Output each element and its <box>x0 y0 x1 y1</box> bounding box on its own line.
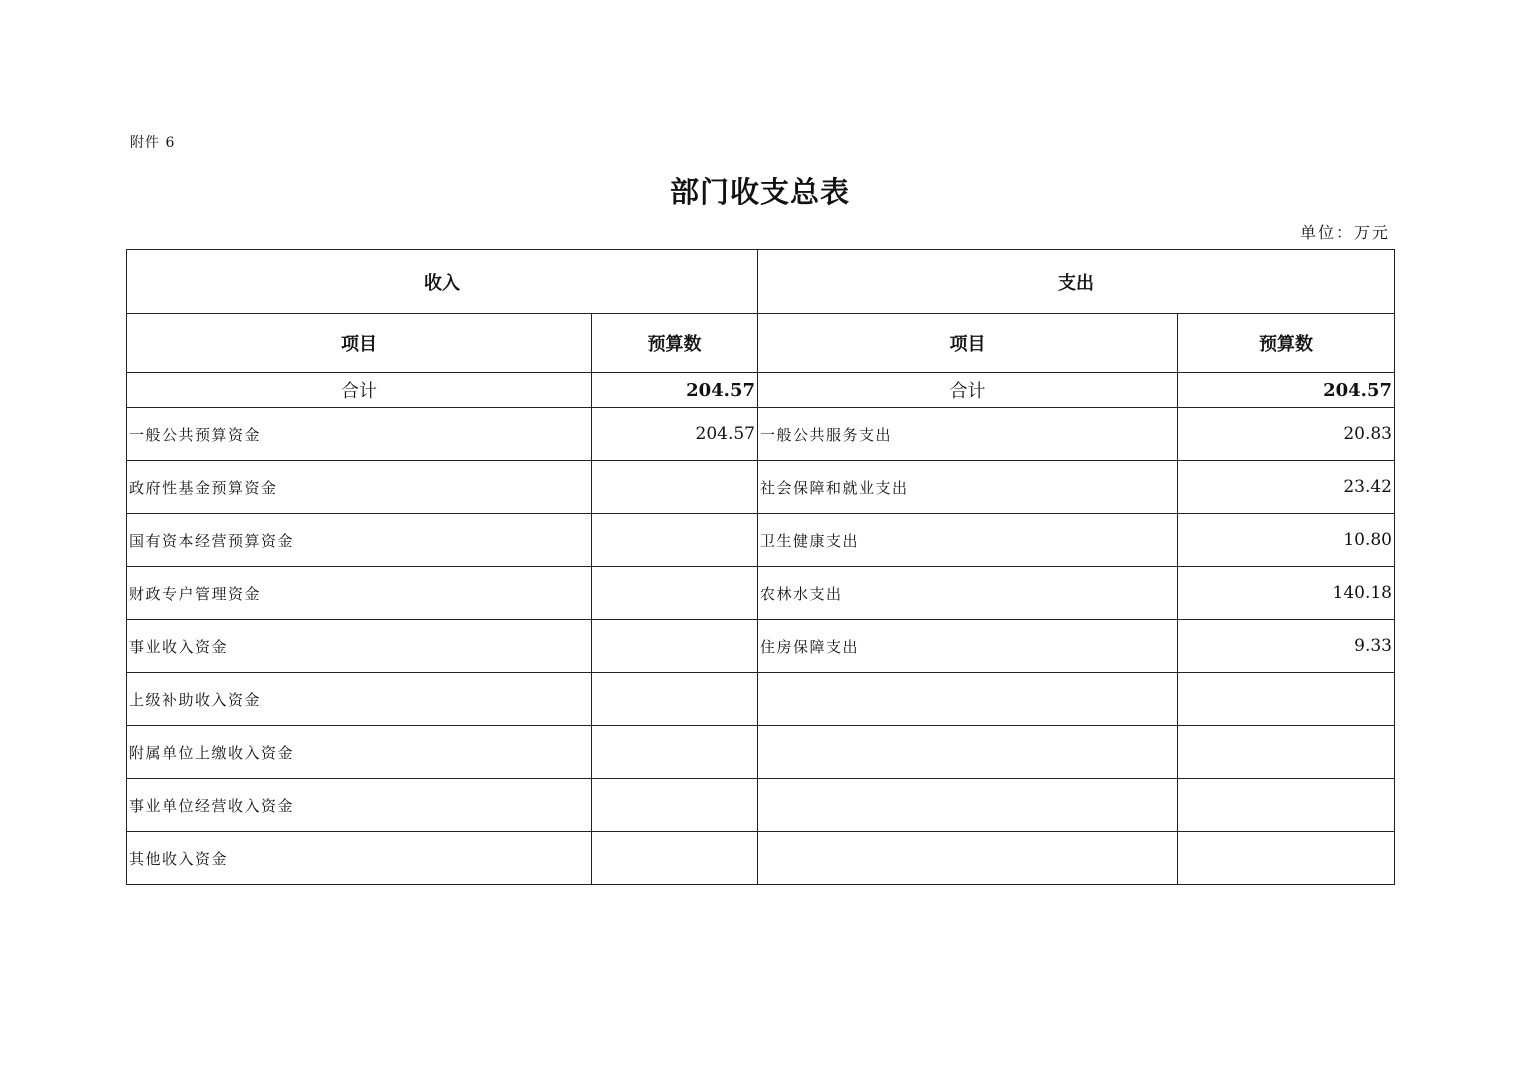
expense-item-cell <box>758 726 1178 779</box>
expense-item-cell: 农林水支出 <box>758 567 1178 620</box>
expense-item-cell: 住房保障支出 <box>758 620 1178 673</box>
income-value-cell <box>592 832 758 885</box>
income-item-cell: 政府性基金预算资金 <box>127 461 592 514</box>
income-item-cell: 一般公共预算资金 <box>127 408 592 461</box>
expense-item-cell: 卫生健康支出 <box>758 514 1178 567</box>
table-row <box>127 461 1395 514</box>
expense-value-cell <box>1178 673 1395 726</box>
expense-value-cell: 20.83 <box>1178 408 1395 461</box>
expense-value-cell <box>1178 832 1395 885</box>
income-total-label: 合计 <box>127 373 592 408</box>
table-row <box>127 567 1395 620</box>
income-value-cell <box>592 673 758 726</box>
income-value-cell <box>592 779 758 832</box>
page-title: 部门收支总表 <box>669 175 850 209</box>
income-value-cell <box>592 726 758 779</box>
table-row <box>127 673 1395 726</box>
income-value-cell <box>592 461 758 514</box>
income-value-cell <box>592 620 758 673</box>
budget-summary-table <box>126 249 1395 885</box>
income-value-cell <box>592 567 758 620</box>
income-section-header: 收入 <box>127 250 758 314</box>
section-header-row <box>127 250 1395 314</box>
expense-value-cell: 10.80 <box>1178 514 1395 567</box>
unit-label: 单位：万元 <box>1299 223 1390 242</box>
income-total-value: 204.57 <box>592 373 758 408</box>
income-item-cell: 财政专户管理资金 <box>127 567 592 620</box>
expense-value-cell <box>1178 779 1395 832</box>
income-item-header: 项目 <box>127 314 592 373</box>
expense-item-cell: 社会保障和就业支出 <box>758 461 1178 514</box>
expense-item-cell <box>758 673 1178 726</box>
total-row <box>127 373 1395 408</box>
income-item-cell: 上级补助收入资金 <box>127 673 592 726</box>
income-item-cell: 事业单位经营收入资金 <box>127 779 592 832</box>
attachment-label: 附件 6 <box>130 135 176 151</box>
income-value-cell: 204.57 <box>592 408 758 461</box>
expense-item-cell <box>758 779 1178 832</box>
income-item-cell: 事业收入资金 <box>127 620 592 673</box>
expense-value-cell: 23.42 <box>1178 461 1395 514</box>
income-budget-header: 预算数 <box>592 314 758 373</box>
expense-item-cell <box>758 832 1178 885</box>
income-value-cell <box>592 514 758 567</box>
table-row <box>127 514 1395 567</box>
expense-section-header: 支出 <box>758 250 1395 314</box>
income-item-cell: 附属单位上缴收入资金 <box>127 726 592 779</box>
table-row <box>127 408 1395 461</box>
expense-value-cell: 9.33 <box>1178 620 1395 673</box>
income-item-cell: 其他收入资金 <box>127 832 592 885</box>
table-row <box>127 620 1395 673</box>
expense-budget-header: 预算数 <box>1178 314 1395 373</box>
table-row <box>127 726 1395 779</box>
expense-total-value: 204.57 <box>1178 373 1395 408</box>
expense-value-cell <box>1178 726 1395 779</box>
income-item-cell: 国有资本经营预算资金 <box>127 514 592 567</box>
expense-total-label: 合计 <box>758 373 1178 408</box>
column-header-row <box>127 314 1395 373</box>
table-row <box>127 832 1395 885</box>
expense-item-cell: 一般公共服务支出 <box>758 408 1178 461</box>
expense-value-cell: 140.18 <box>1178 567 1395 620</box>
expense-item-header: 项目 <box>758 314 1178 373</box>
table-row <box>127 779 1395 832</box>
